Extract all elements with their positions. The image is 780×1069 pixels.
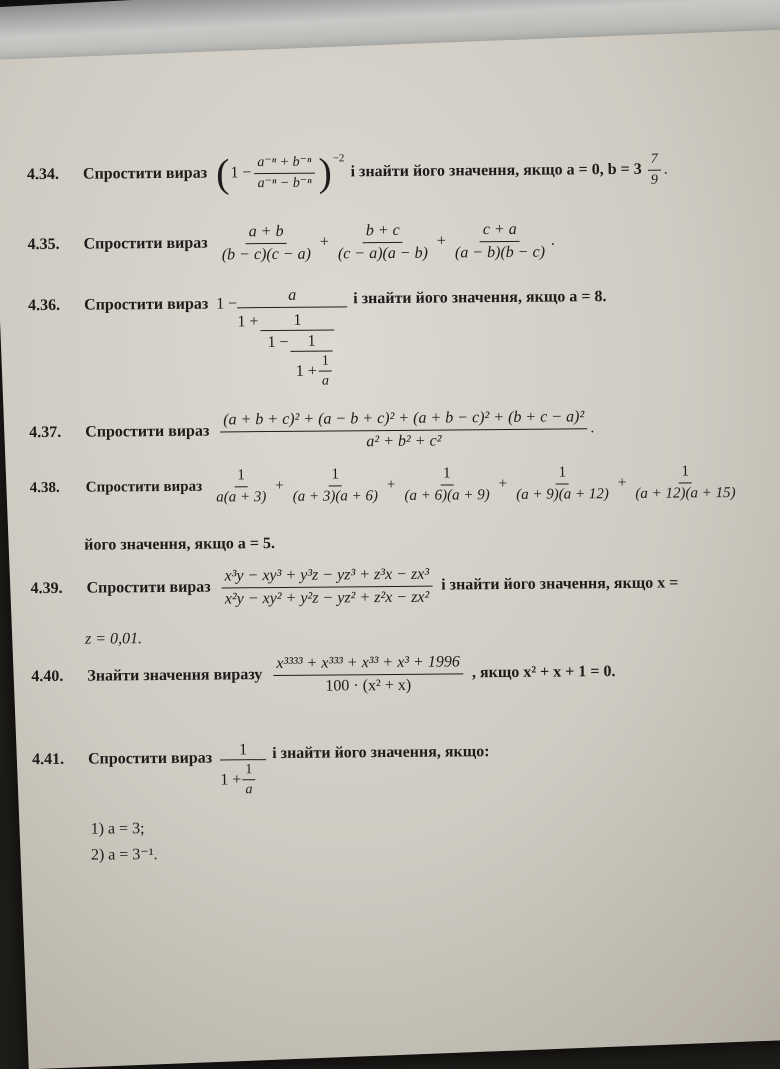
problem-4-41: [32, 739, 496, 800]
problem-4-39-continuation: z = 0,01.: [84, 630, 143, 648]
term-one: 1 −: [216, 295, 238, 313]
period: .: [590, 419, 595, 437]
numerator: a⁻ⁿ + b⁻ⁿ: [254, 155, 314, 174]
fraction: [273, 653, 463, 695]
denominator: a² + b² + c²: [366, 432, 442, 450]
numerator: (a + b + c)² + (a − b + c)² + (a + b − c)² + (b + c − a)²: [220, 408, 587, 432]
problem-4-39: [30, 563, 684, 609]
plus-sign: +: [617, 474, 627, 491]
numerator: 1: [234, 467, 248, 487]
numerator: b + c: [363, 222, 403, 243]
fraction-5: [632, 463, 739, 502]
fraction-1: [213, 467, 269, 505]
problem-tail: , якщо x² + x + 1 = 0.: [471, 663, 616, 682]
numerator: 1: [678, 463, 692, 483]
problem-number: 4.41.: [32, 750, 65, 769]
denominator: [220, 762, 258, 798]
fraction-1: [219, 223, 314, 264]
problem-4-40: [31, 652, 621, 697]
fraction: [254, 155, 314, 191]
exponent: −2: [332, 152, 345, 165]
denominator: a(a + 3): [216, 488, 267, 506]
cf-level-3-frac: [319, 354, 332, 390]
mixed-fraction: [648, 152, 661, 188]
problem-lead: Спростити вираз: [88, 749, 213, 768]
denominator: (a + 12)(a + 15): [635, 484, 736, 502]
cf-level-1-lead: 1 +: [237, 312, 259, 330]
cf-level-2: [268, 332, 333, 352]
problem-4-34: [27, 150, 668, 196]
denominator: a⁻ⁿ − b⁻ⁿ: [257, 175, 312, 191]
denominator: x²y − xy² + y²z − yz² + z²x − zx²: [224, 588, 430, 608]
denominator: (a + 6)(a + 9): [404, 486, 490, 504]
cf-level-3: [296, 353, 335, 389]
term-one: 1 −: [230, 164, 252, 182]
problem-4-37: [29, 408, 594, 453]
plus-sign: +: [386, 476, 396, 493]
denominator: (c − a)(a − b): [337, 244, 429, 263]
problem-tail: і знайти його значення, якщо x =: [441, 574, 679, 594]
cf-level-3-den: a: [321, 373, 330, 389]
fraction-2: [290, 466, 382, 505]
problem-4-38-continuation: його значення, якщо a = 5.: [84, 535, 276, 554]
cf-level-1-num: 1: [260, 311, 334, 331]
paren-open: (: [215, 150, 230, 196]
fraction-3: [452, 221, 548, 262]
fraction: [222, 566, 433, 608]
numerator: 1: [440, 465, 454, 485]
plus-sign: +: [275, 477, 284, 494]
fraction-4: [513, 464, 612, 503]
mixed-numerator: 7: [648, 152, 661, 171]
numerator: 1: [220, 741, 266, 760]
problem-lead: Спростити вираз: [86, 578, 211, 597]
numerator: x³y − xy³ + y³z − yz³ + z³x − zx³: [222, 566, 433, 588]
cf-level-3-num: 1: [319, 354, 332, 373]
problem-4-38: [30, 463, 742, 507]
plus-sign: +: [319, 233, 329, 251]
problem-number: 4.39.: [30, 579, 63, 598]
problem-4-41-item-1: 1) a = 3;: [90, 820, 145, 838]
denominator: 100 · (x² + x): [325, 676, 412, 695]
problem-number: 4.34.: [26, 165, 60, 184]
period: .: [550, 231, 555, 249]
numerator: 1: [328, 466, 342, 486]
paren-close: ): [318, 149, 333, 195]
cf-level-2-num: 1: [291, 332, 333, 351]
denominator: (a + 3)(a + 6): [292, 487, 379, 505]
denominator: (a + 9)(a + 12): [516, 485, 609, 503]
problem-lead: Знайти значення виразу: [87, 666, 263, 685]
fraction: [220, 741, 266, 798]
problem-tail: і знайти його значення, якщо:: [272, 743, 490, 763]
problem-4-41-item-2: 2) a = 3⁻¹.: [90, 846, 158, 864]
denominator: (b − c)(c − a): [221, 245, 311, 264]
numerator: a + b: [246, 223, 287, 244]
cf-level-2-frac: [291, 332, 333, 351]
numerator: 1: [556, 464, 570, 484]
denominator: (a − b)(b − c): [454, 243, 546, 262]
fraction-3: [401, 465, 493, 504]
problem-4-36: [28, 284, 613, 392]
fraction: [220, 408, 587, 451]
plus-sign: +: [436, 232, 446, 250]
plus-sign: +: [498, 475, 508, 492]
problem-4-35: [27, 221, 555, 266]
problem-number: 4.35.: [27, 235, 60, 254]
period: .: [663, 160, 668, 178]
numerator: c + a: [480, 221, 520, 242]
problem-lead: Спростити вираз: [85, 422, 210, 441]
problem-number: 4.40.: [31, 667, 64, 686]
problem-tail: і знайти його значення, якщо a = 0, b = 3: [350, 160, 642, 181]
problem-number: 4.37.: [29, 423, 62, 442]
cf-numerator: a: [237, 286, 347, 308]
problem-lead: Спростити вираз: [82, 164, 208, 183]
continued-fraction: [237, 286, 348, 390]
cf-level-2-lead: 1 −: [267, 333, 289, 351]
inner-denominator: a: [245, 782, 253, 798]
cf-level-3-lead: 1 +: [295, 362, 317, 380]
cf-level-1-frac: [260, 311, 334, 331]
problem-tail: і знайти його значення, якщо a = 8.: [353, 288, 607, 308]
inner-fraction: [242, 762, 255, 798]
inner-numerator: 1: [242, 762, 255, 781]
numerator: x³³³³ + x³³³ + x³³ + x³ + 1996: [273, 653, 463, 675]
problem-number: 4.38.: [29, 479, 60, 496]
problem-lead: Спростити вираз: [83, 234, 208, 253]
problem-lead: Спростити вираз: [84, 295, 209, 314]
problem-lead: Спростити вираз: [85, 478, 203, 496]
inner-lead: 1 +: [220, 771, 242, 789]
mixed-denominator: 9: [650, 172, 658, 188]
cf-level-1: [237, 311, 334, 331]
fraction-2: [335, 222, 431, 263]
problem-number: 4.36.: [28, 296, 61, 315]
